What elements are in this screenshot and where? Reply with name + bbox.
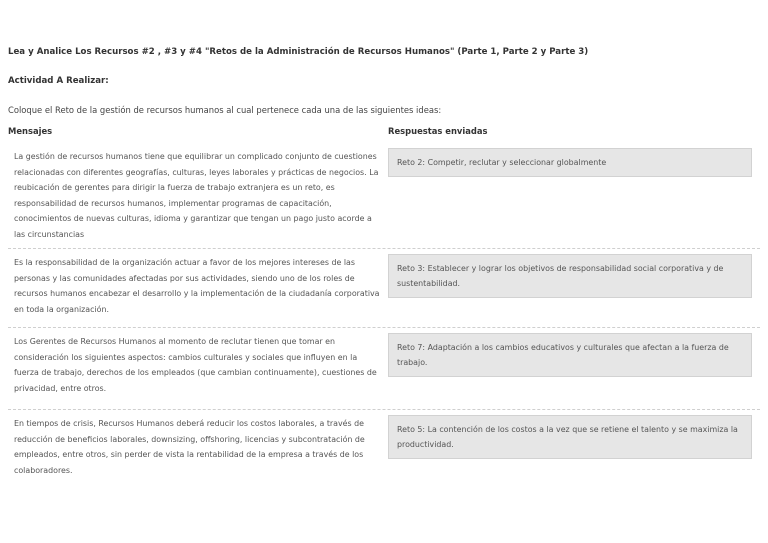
table-row [8, 249, 760, 328]
submitted-answer: Reto 3: Establecer y lograr los objetivos de responsabilidad social corporativa y de sustentabilidad. [388, 254, 752, 298]
message-text: Es la responsabilidad de la organización actuar a favor de los mejores intereses de las personas y las comunidades afectadas por sus actividades, siendo uno de los roles de recursos humanos encabezar el desarrollo y la implementación de la ciudadanía corporativa en toda la organización. [14, 258, 380, 314]
submitted-answer: Reto 7: Adaptación a los cambios educativos y culturales que afectan a la fuerza de trabajo. [388, 333, 752, 377]
column-headers [8, 125, 760, 137]
message-text: En tiempos de crisis, Recursos Humanos deberá reducir los costos laborales, a través de reducción de beneficios laborales, downsizing, offshoring, licencias y subcontratación de empleados, entre otros, sin perder de vista la rentabilidad de la empresa a través de los colaboradores. [14, 419, 365, 475]
submitted-answer: Reto 2: Competir, reclutar y seleccionar globalmente [388, 148, 752, 177]
page-title: Lea y Analice Los Recursos #2 , #3 y #4 "Retos de la Administración de Recursos Humanos" (Parte 1, Parte 2 y Parte 3) [8, 47, 589, 57]
message-text: La gestión de recursos humanos tiene que equilibrar un complicado conjunto de cuestiones relacionadas con diferentes geografías, culturas, leyes laborales y prácticas de negocios. La reubicación de gerentes para dirigir la fuerza de trabajo extranjera es un reto, es responsabilidad de recursos humanos, implementar programas de capacitación, conocimientos de nuevas culturas, idioma y garantizar que tengan un pago justo acorde a las circunstancias [14, 152, 379, 239]
table-row [8, 328, 760, 410]
answers-column-header: Respuestas enviadas [388, 126, 488, 136]
message-text: Los Gerentes de Recursos Humanos al momento de reclutar tienen que tomar en consideración los siguientes aspectos: cambios culturales y sociales que influyen en la fuerza de trabajo, derechos de los empleados (que cambian continuamente), cuestiones de privacidad, entre otros. [14, 337, 377, 393]
messages-column-header: Mensajes [8, 126, 53, 136]
instruction-text: Coloque el Reto de la gestión de recursos humanos al cual pertenece cada una de las siguientes ideas: [8, 105, 442, 115]
match-table [8, 143, 760, 490]
submitted-answer: Reto 5: La contención de los costos a la vez que se retiene el talento y se maximiza la productividad. [388, 415, 752, 459]
activity-label: Actividad A Realizar: [8, 76, 109, 86]
table-row [8, 410, 760, 490]
table-row [8, 143, 760, 249]
